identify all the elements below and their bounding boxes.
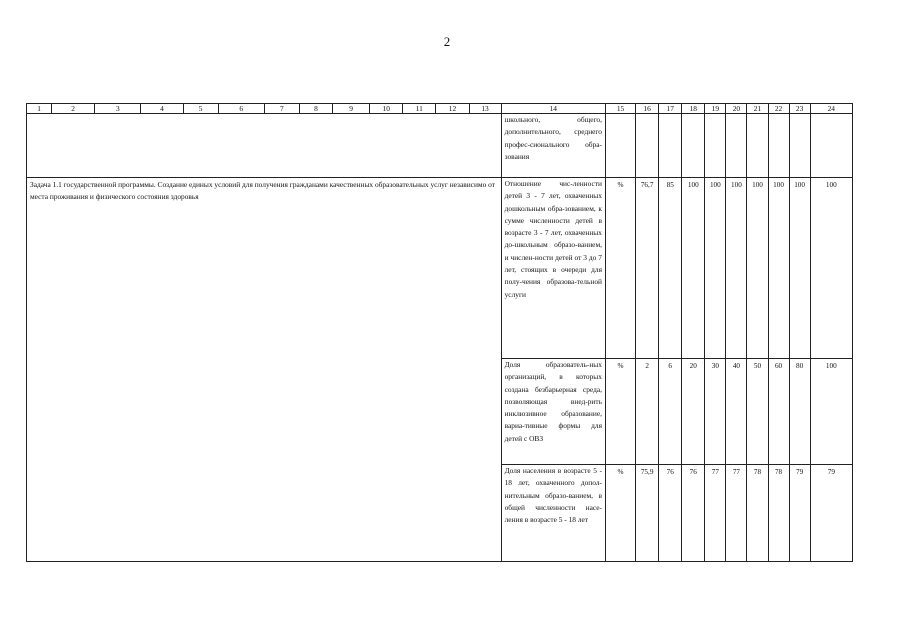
value-cell: 60 xyxy=(768,359,789,465)
value-cell: 2 xyxy=(636,359,659,465)
value-cell xyxy=(789,114,810,178)
value-cell: 85 xyxy=(659,178,682,359)
value-cell: 76 xyxy=(659,465,682,562)
value-cell: 78 xyxy=(768,465,789,562)
value-cell: 100 xyxy=(810,359,852,465)
column-number: 12 xyxy=(436,104,469,114)
value-cell: 100 xyxy=(682,178,705,359)
value-cell xyxy=(747,114,768,178)
column-number: 1 xyxy=(27,104,52,114)
unit-cell xyxy=(605,114,635,178)
value-cell xyxy=(726,114,747,178)
value-cell: 75,9 xyxy=(636,465,659,562)
column-number: 10 xyxy=(370,104,403,114)
value-cell: 76,7 xyxy=(636,178,659,359)
column-number: 17 xyxy=(659,104,682,114)
page-number: 2 xyxy=(443,34,451,49)
column-number: 18 xyxy=(682,104,705,114)
value-cell: 76 xyxy=(682,465,705,562)
indicator-cell: Отношение чис-ленности детей 3 - 7 лет, охваченных дошкольным обра-зованием, к сумме численности детей в возрасте 3 - 7 лет, охваченных до-школьным образо-ванием, и числен-ности детей от 3 до 7 лет, стоящих в очереди для полу-чения образова-тельной услуги xyxy=(501,178,605,359)
column-number: 4 xyxy=(141,104,183,114)
column-number: 24 xyxy=(810,104,852,114)
column-number: 2 xyxy=(52,104,95,114)
column-number: 6 xyxy=(218,104,264,114)
value-cell: 100 xyxy=(747,178,768,359)
indicator-cell: Доля населения в возрасте 5 - 18 лет, охваченного допол-нительным образо-ванием, в общей численности насе-ления в возрасте 5 - 18 лет xyxy=(501,465,605,562)
column-number: 8 xyxy=(299,104,332,114)
column-number: 20 xyxy=(726,104,747,114)
program-indicators-table xyxy=(26,103,853,562)
value-cell: 100 xyxy=(789,178,810,359)
value-cell: 78 xyxy=(747,465,768,562)
value-cell: 50 xyxy=(747,359,768,465)
value-cell: 100 xyxy=(768,178,789,359)
task-cell xyxy=(27,114,502,178)
table-row xyxy=(27,114,853,178)
column-number: 14 xyxy=(501,104,605,114)
unit-cell: % xyxy=(605,178,635,359)
value-cell xyxy=(636,114,659,178)
value-cell: 20 xyxy=(682,359,705,465)
value-cell: 100 xyxy=(810,178,852,359)
value-cell: 80 xyxy=(789,359,810,465)
value-cell: 77 xyxy=(705,465,726,562)
column-number: 21 xyxy=(747,104,768,114)
column-number-row xyxy=(27,104,853,114)
indicator-cell: Доля образователь-ных организаций, в которых создана безбарьерная среда, позволяющая внед-рить инклюзивное образование, вариа-тивные формы для детей с ОВЗ xyxy=(501,359,605,465)
value-cell xyxy=(810,114,852,178)
value-cell xyxy=(682,114,705,178)
value-cell xyxy=(659,114,682,178)
value-cell: 77 xyxy=(726,465,747,562)
column-number: 5 xyxy=(183,104,218,114)
column-number: 7 xyxy=(264,104,299,114)
task-description: Задача 1.1 государственной программы. Создание единых условий для получения гражданами качественных образовательных услуг независимо от места проживания и физического состояния здоровья xyxy=(27,178,502,562)
value-cell xyxy=(768,114,789,178)
unit-cell: % xyxy=(605,359,635,465)
value-cell: 100 xyxy=(705,178,726,359)
column-number: 16 xyxy=(636,104,659,114)
value-cell: 79 xyxy=(810,465,852,562)
value-cell xyxy=(705,114,726,178)
column-number: 9 xyxy=(333,104,370,114)
column-number: 11 xyxy=(403,104,436,114)
column-number: 15 xyxy=(605,104,635,114)
value-cell: 79 xyxy=(789,465,810,562)
indicator-cell: школьного, общего, дополнительного, среднего профес-сионального обра-зования xyxy=(501,114,605,178)
column-number: 3 xyxy=(95,104,141,114)
value-cell: 40 xyxy=(726,359,747,465)
value-cell: 6 xyxy=(659,359,682,465)
column-number: 19 xyxy=(705,104,726,114)
column-number: 13 xyxy=(469,104,501,114)
column-number: 22 xyxy=(768,104,789,114)
value-cell: 100 xyxy=(726,178,747,359)
value-cell: 30 xyxy=(705,359,726,465)
table-row xyxy=(27,178,853,359)
column-number: 23 xyxy=(789,104,810,114)
unit-cell: % xyxy=(605,465,635,562)
